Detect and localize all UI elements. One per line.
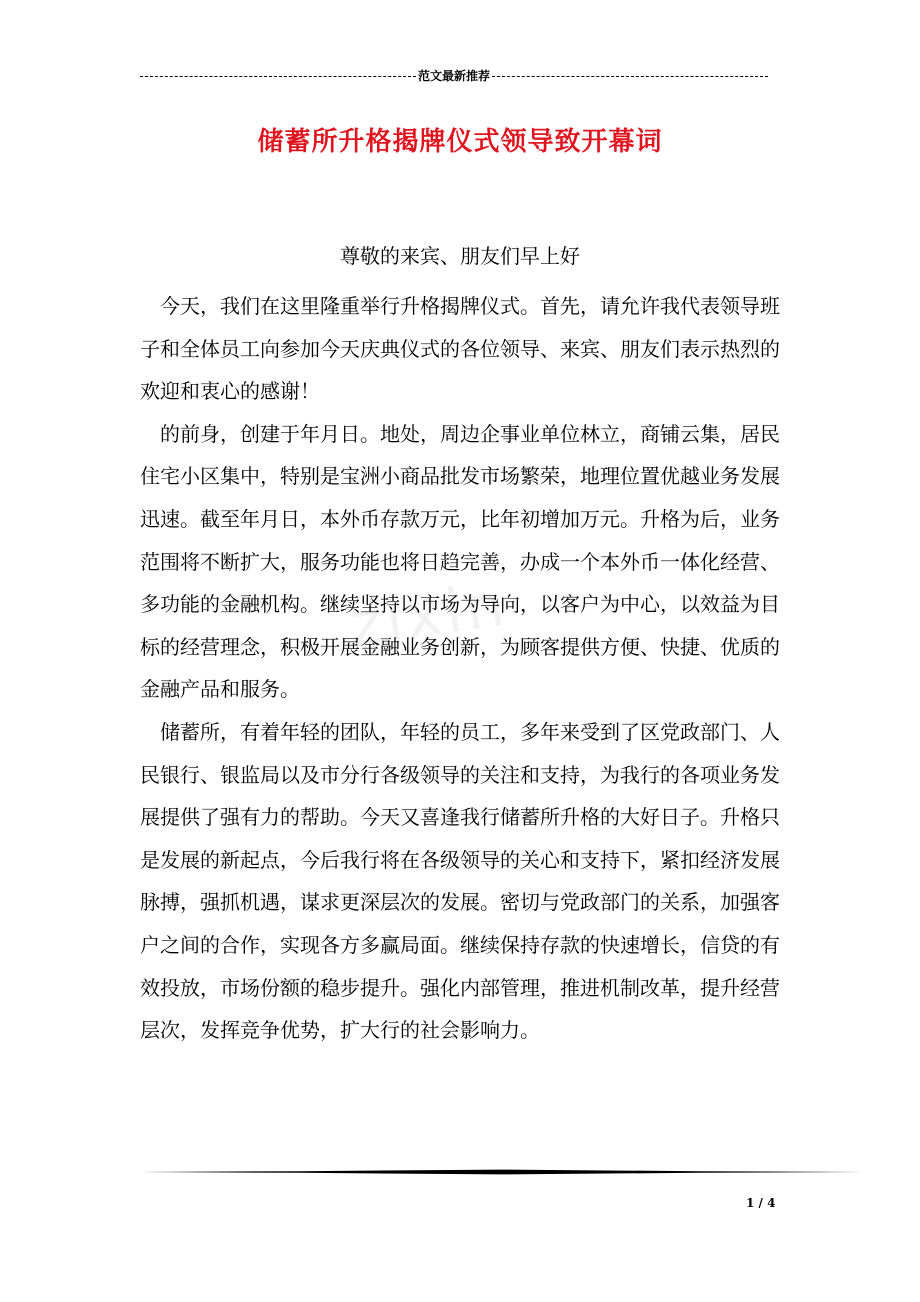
- paragraph: 今天，我们在这里隆重举行升格揭牌仪式。首先，请允许我代表领导班子和全体员工向参加今天庆典仪式的各位领导、来宾、朋友们表示热烈的欢迎和衷心的感谢！: [140, 294, 780, 404]
- page-header: [140, 68, 768, 84]
- header-dash-left: [140, 76, 416, 77]
- header-label: 范文最新推荐: [418, 69, 491, 83]
- greeting: 尊敬的来宾、朋友们早上好: [340, 244, 580, 268]
- page-number: 1 / 4: [746, 1196, 776, 1210]
- footer-rule: [140, 1166, 864, 1178]
- document-title: 储蓄所升格揭牌仪式领导致开幕词: [257, 127, 663, 157]
- paragraph: 储蓄所，有着年轻的团队，年轻的员工，多年来受到了区党政部门、人民银行、银监局以及市分行各级领导的关注和支持，为我行的各项业务发展提供了强有力的帮助。今天又喜逢我行储蓄所升格的大好日子。升格只是发展的新起点，今后我行将在各级领导的关心和支持下，紧扣经济发展脉搏，强抓机遇，谋求更深层次的发展。密切与党政部门的关系，加强客户之间的合作，实现各方多赢局面。继续保持存款的快速增长，信贷的有效投放，市场份额的稳步提升。强化内部管理，推进机制改革，提升经营层次，发挥竞争优势，扩大行的社会影响力。: [140, 719, 780, 1043]
- paragraph: 的前身，创建于年月日。地处，周边企事业单位林立，商铺云集，居民住宅小区集中，特别是宝洲小商品批发市场繁荣，地理位置优越业务发展迅速。截至年月日，本外币存款万元，比年初增加万元。升格为后，业务范围将不断扩大，服务功能也将日趋完善，办成一个本外币一体化经营、多功能的金融机构。继续坚持以市场为导向，以客户为中心，以效益为目标的经营理念，积极开展金融业务创新，为顾客提供方便、快捷、优质的金融产品和服务。: [140, 421, 780, 702]
- body-text: [140, 285, 780, 1052]
- header-dash-right: [492, 76, 768, 77]
- watermark: zixin: [345, 569, 513, 661]
